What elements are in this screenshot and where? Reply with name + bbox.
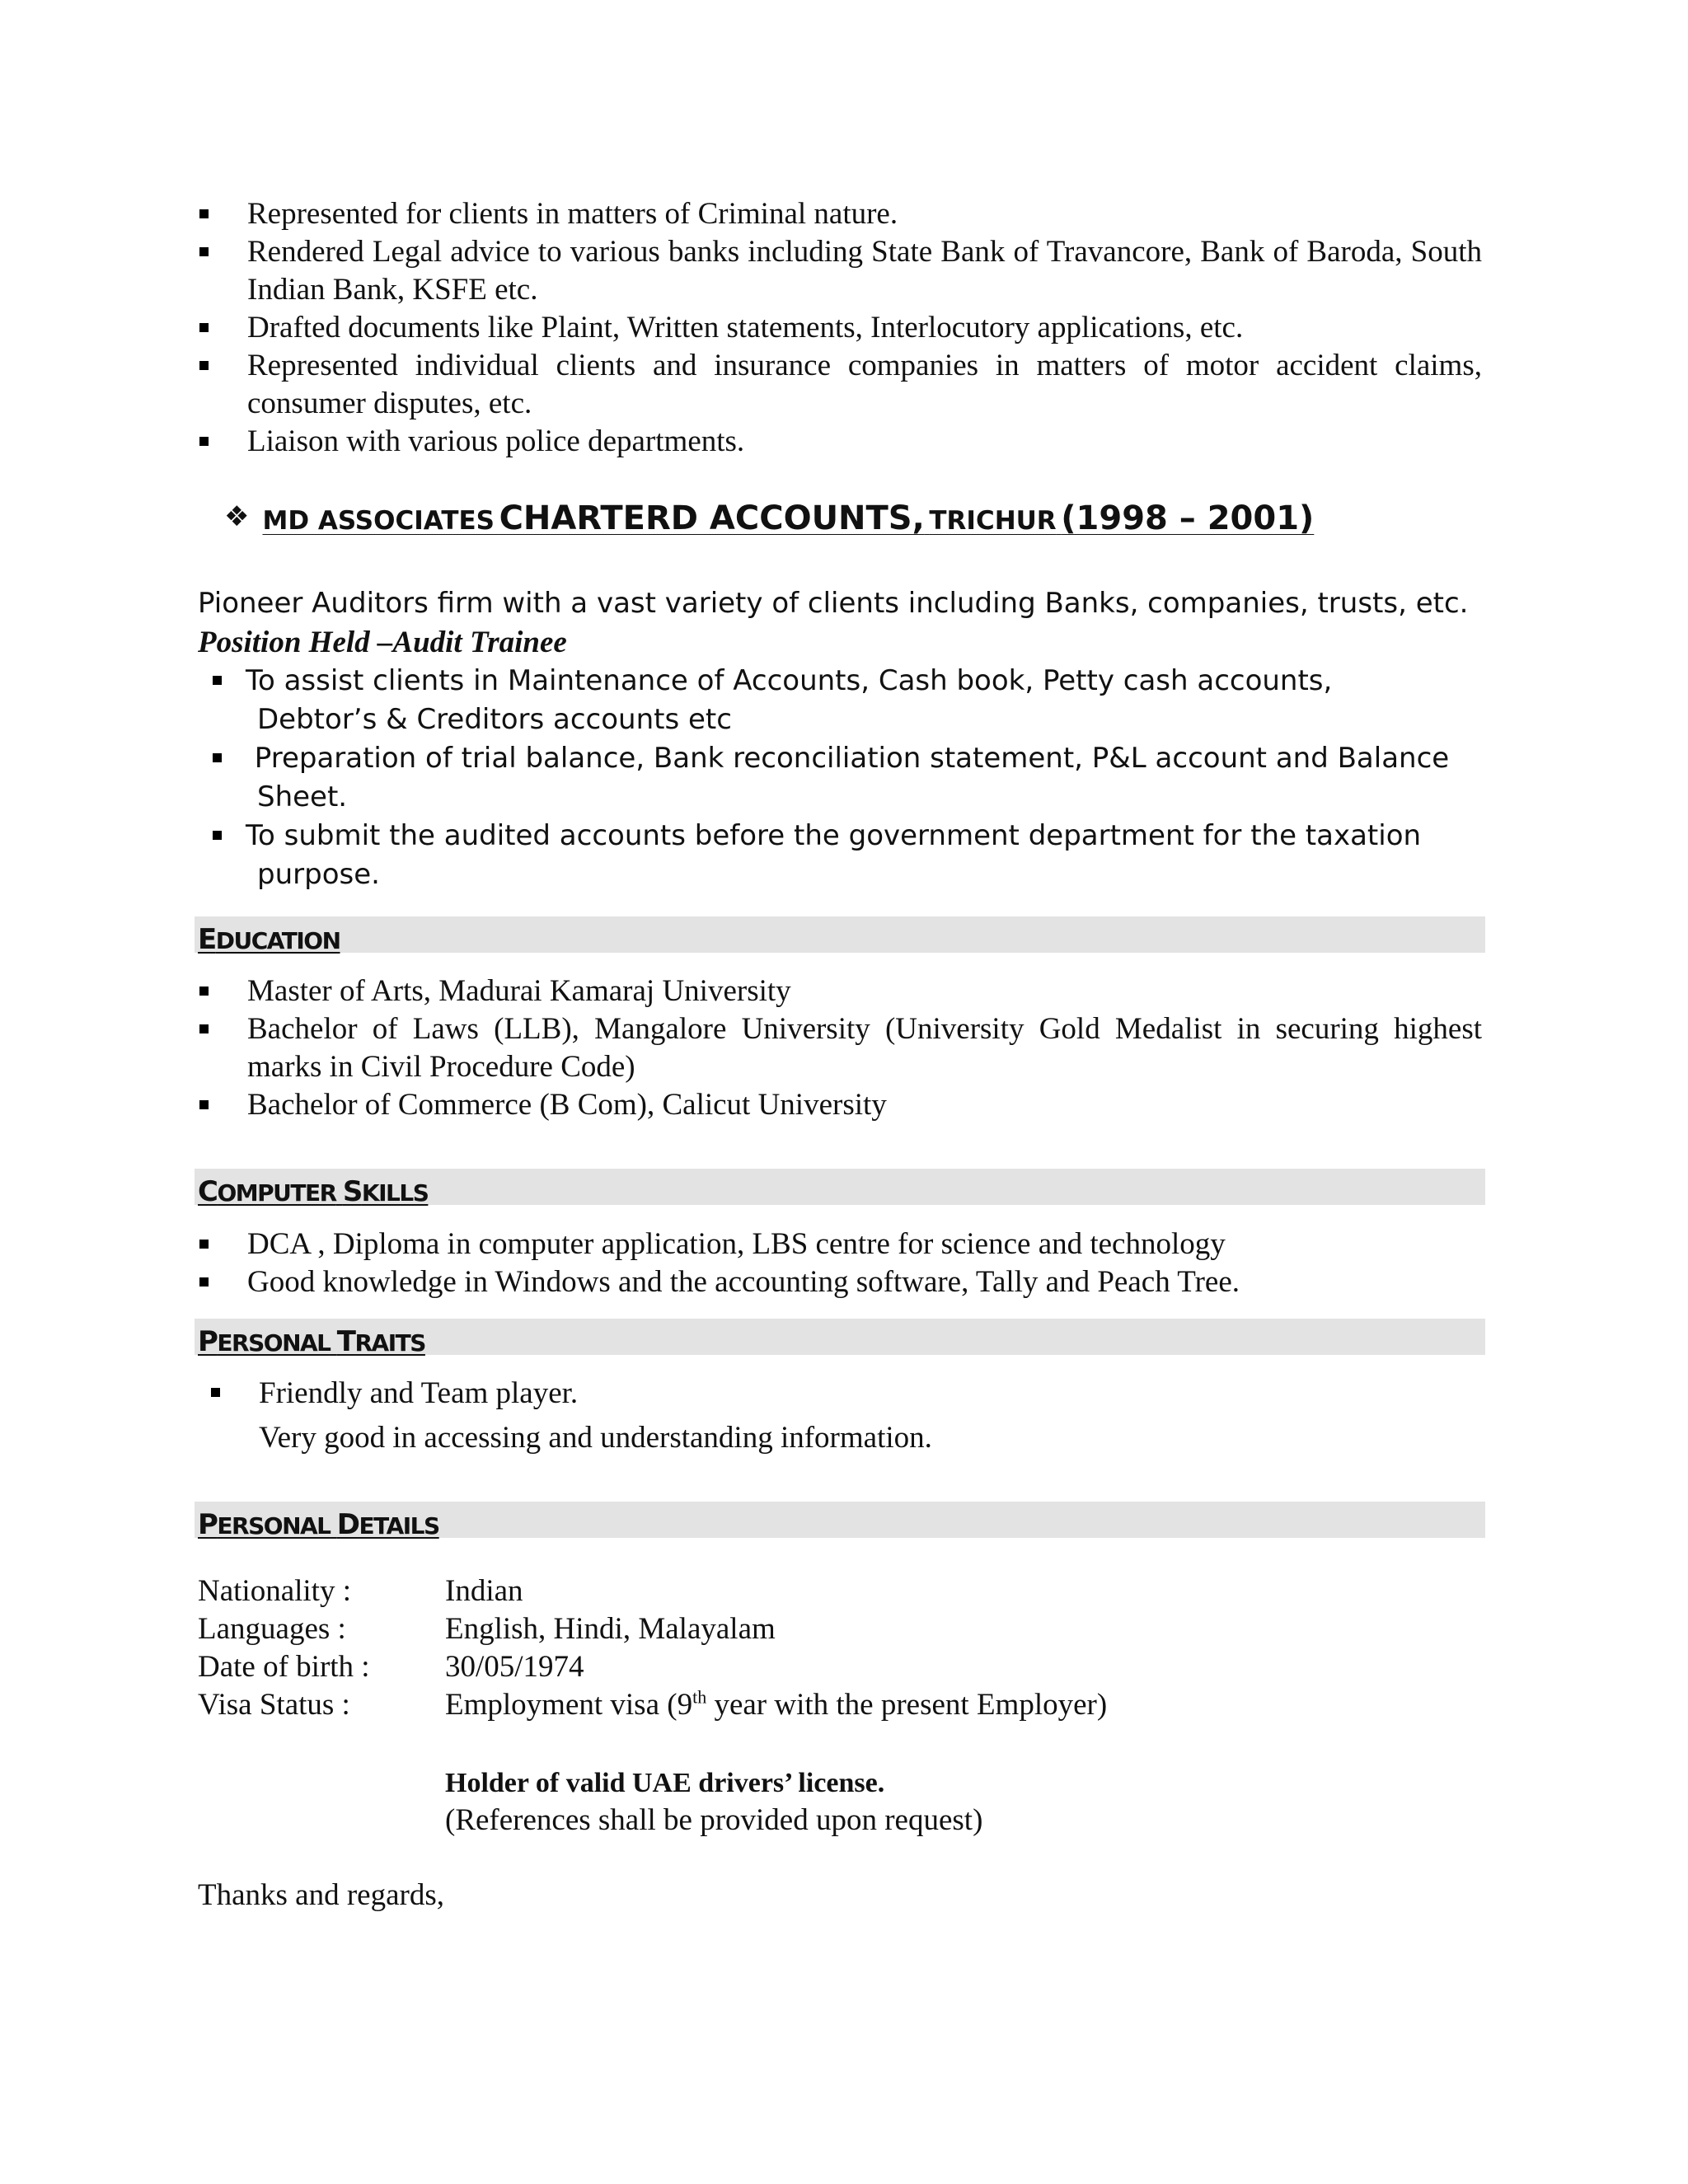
list-item: Drafted documents like Plaint, Written statements, Interlocutory applications, etc. <box>196 309 1482 347</box>
personal-details-table <box>198 1572 1107 1724</box>
bullet-square-icon <box>213 753 222 762</box>
list-item: Very good in accessing and understanding information. <box>259 1421 932 1455</box>
personal-details-section-bar <box>195 1502 1485 1541</box>
bullet-square-icon <box>199 1024 209 1033</box>
personal-traits-section-bar <box>195 1319 1485 1358</box>
list-item: Friendly and Team player. <box>208 1371 932 1416</box>
position-held: Position Held –Audit Trainee <box>198 626 567 659</box>
list-item: Rendered Legal advice to various banks including State Bank of Travancore, Bank of Baroda, South Indian Bank, KSFE etc. <box>196 233 1482 309</box>
drivers-license-note: Holder of valid UAE drivers’ license. <box>445 1768 885 1798</box>
bullet-square-icon <box>213 831 222 840</box>
detail-row-nationality: Nationality : Indian <box>198 1574 523 1608</box>
bullet-square-icon <box>199 247 209 256</box>
education-list <box>196 972 1482 1124</box>
section-title: PERSONAL DETAILS <box>198 1508 439 1541</box>
bullet-square-icon <box>199 987 209 996</box>
list-item: Preparation of trial balance, Bank reconciliation statement, P&L account and Balance Sheet. <box>211 739 1480 817</box>
list-item: Bachelor of Commerce (B Com), Calicut University <box>196 1086 1482 1124</box>
closing-line: Thanks and regards, <box>198 1878 444 1912</box>
section-title: EDUCATION <box>198 923 340 956</box>
section-title: COMPUTER SKILLS <box>198 1175 429 1208</box>
bullet-square-icon <box>211 1388 220 1397</box>
firm-description: Pioneer Auditors firm with a vast variety of clients including Banks, companies, trusts, etc. <box>198 587 1469 620</box>
personal-traits-list <box>208 1371 932 1460</box>
detail-row-visa-status: Visa Status : Employment visa (9th year with the present Employer) <box>198 1686 1107 1724</box>
bullet-square-icon <box>199 1277 209 1286</box>
list-item: Represented individual clients and insurance companies in matters of motor accident claims, consumer disputes, etc. <box>196 347 1482 423</box>
list-item: To assist clients in Maintenance of Accounts, Cash book, Petty cash accounts, Debtor’s & Creditors accounts etc <box>211 662 1480 739</box>
visa-value: Employment visa (9th year with the present Employer) <box>445 1686 1108 1722</box>
list-item: Liaison with various police departments. <box>196 423 1482 461</box>
education-section-bar <box>195 916 1485 956</box>
list-item: Represented for clients in matters of Criminal nature. <box>196 195 1482 233</box>
computer-skills-section-bar <box>195 1169 1485 1208</box>
computer-skills-list <box>196 1226 1482 1301</box>
list-item: Master of Arts, Madurai Kamaraj University <box>196 972 1482 1010</box>
detail-row-languages: Languages : English, Hindi, Malayalam <box>198 1612 776 1646</box>
list-item: Bachelor of Laws (LLB), Mangalore University (University Gold Medalist in securing highest marks in Civil Procedure Code) <box>196 1010 1482 1086</box>
bullet-square-icon <box>199 323 209 332</box>
bullet-square-icon <box>199 1100 209 1109</box>
legal-experience-list <box>196 195 1482 461</box>
diamond-bullet-icon: ❖ <box>224 500 250 533</box>
bullet-square-icon <box>199 437 209 446</box>
firm-heading: ❖ MD ASSOCIATES CHARTERD ACCOUNTS, TRICHUR (1998 – 2001) <box>224 499 1315 537</box>
section-title: PERSONAL TRAITS <box>198 1325 425 1358</box>
detail-row-date-of-birth: Date of birth : 30/05/1974 <box>198 1650 584 1684</box>
bullet-square-icon <box>199 1240 209 1249</box>
bullet-square-icon <box>199 209 209 218</box>
references-note: (References shall be provided upon request) <box>445 1803 983 1837</box>
bullet-square-icon <box>213 676 222 685</box>
audit-duties-list <box>211 662 1480 894</box>
list-item: Good knowledge in Windows and the accounting software, Tally and Peach Tree. <box>196 1263 1482 1301</box>
list-item: To submit the audited accounts before the government department for the taxation purpose. <box>211 817 1480 894</box>
list-item: DCA , Diploma in computer application, LBS centre for science and technology <box>196 1226 1482 1263</box>
bullet-square-icon <box>199 361 209 370</box>
